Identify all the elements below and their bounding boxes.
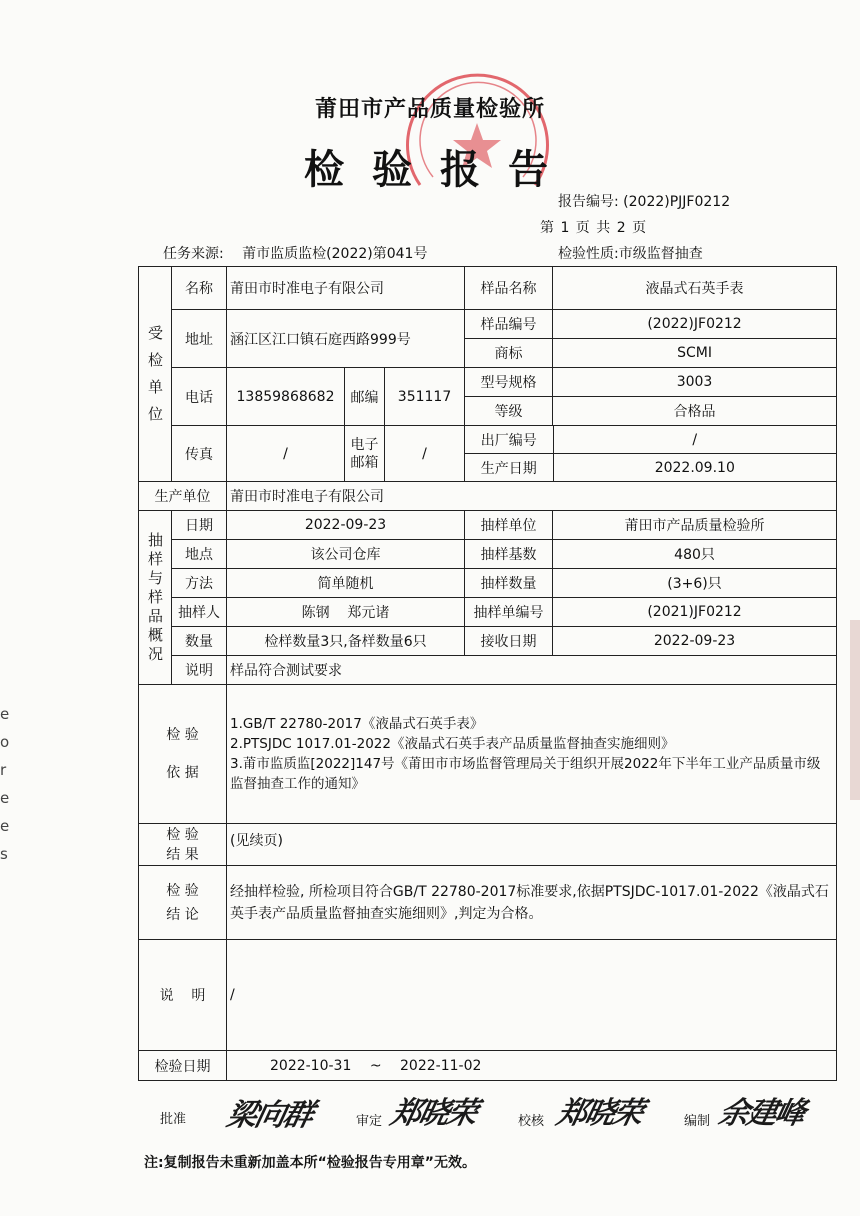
right-edge-stamp-fragment bbox=[850, 620, 860, 800]
sample-no-label: 样品编号 bbox=[465, 310, 553, 339]
page-info: 第 1 页 共 2 页 bbox=[540, 220, 648, 236]
quantity: 检样数量3只,备样数量6只 bbox=[227, 627, 465, 656]
conclusion-label: 检 验 结 论 bbox=[139, 866, 227, 940]
report-number bbox=[558, 191, 730, 211]
report-table bbox=[138, 266, 837, 1081]
task-source-value: 莆市监质监检(2022)第041号 bbox=[242, 246, 428, 262]
review-signature: 郑晓荣 bbox=[387, 1096, 479, 1131]
remarks-label: 说 明 bbox=[139, 940, 227, 1051]
sampling-remark-label: 说明 bbox=[172, 656, 227, 685]
inspection-date-label: 检验日期 bbox=[139, 1051, 227, 1081]
factory-no-label: 出厂编号 bbox=[465, 426, 553, 454]
phone: 13859868682 bbox=[227, 368, 345, 426]
sampling-unit-label: 抽样单位 bbox=[465, 511, 553, 540]
basis-item: 3.莆市监质监[2022]147号《莆田市市场监督管理局关于组织开展2022年下半年工业产品质量市级监督抽查工作的通知》 bbox=[230, 756, 821, 792]
results-value: (见续页) bbox=[227, 824, 837, 866]
task-source bbox=[163, 243, 427, 263]
sampling-unit: 莆田市产品质量检验所 bbox=[553, 511, 837, 540]
check-label: 校核 bbox=[518, 1114, 545, 1129]
grade-label: 等级 bbox=[465, 397, 553, 426]
review-label: 审定 bbox=[356, 1114, 383, 1129]
client-address: 涵江区江口镇石庭西路999号 bbox=[227, 310, 465, 368]
sampling-place: 该公司仓库 bbox=[227, 540, 465, 569]
sample-name: 液晶式石英手表 bbox=[553, 267, 837, 310]
report-number-label: 报告编号: bbox=[558, 194, 619, 210]
sampler: 陈钢 郑元诸 bbox=[227, 598, 465, 627]
compile-signature: 余建峰 bbox=[715, 1096, 807, 1131]
inspection-date-sep: ~ bbox=[369, 1057, 382, 1074]
brand-label: 商标 bbox=[465, 339, 553, 368]
sampling-base-label: 抽样基数 bbox=[465, 540, 553, 569]
results-label: 检 验 结 果 bbox=[139, 824, 227, 866]
inspection-date-start: 2022-10-31 bbox=[270, 1057, 352, 1074]
producer: 莆田市时准电子有限公司 bbox=[227, 482, 837, 511]
left-edge-artifact: e o r e e s bbox=[0, 705, 10, 863]
approve-label: 批准 bbox=[160, 1112, 187, 1127]
org-name: 莆田市产品质量检验所 bbox=[314, 97, 545, 122]
report-number-value: (2022)PJJF0212 bbox=[623, 194, 731, 210]
sampling-form-no-label: 抽样单编号 bbox=[465, 598, 553, 627]
received: 2022-09-23 bbox=[553, 627, 837, 656]
sampler-label: 抽样人 bbox=[172, 598, 227, 627]
factory-prod-cell bbox=[465, 426, 837, 482]
basis-item: 2.PTSJDC 1017.01-2022《液晶式石英手表产品质量监督抽查实施细则》 bbox=[230, 736, 675, 752]
basis-item: 1.GB/T 22780-2017《液晶式石英手表》 bbox=[230, 716, 484, 732]
approve-signature: 梁向群 bbox=[223, 1098, 315, 1133]
basis-label: 检 验 依 据 bbox=[139, 685, 227, 824]
sampling-remark: 样品符合测试要求 bbox=[227, 656, 837, 685]
fax: / bbox=[227, 426, 345, 482]
client-name: 莆田市时准电子有限公司 bbox=[227, 267, 465, 310]
footer-note: 注:复制报告未重新加盖本所“检验报告专用章”无效。 bbox=[144, 1155, 476, 1171]
sampling-method-label: 方法 bbox=[172, 569, 227, 598]
sampling-date: 2022-09-23 bbox=[227, 511, 465, 540]
grade: 合格品 bbox=[553, 397, 837, 426]
report-title: 检验报告 bbox=[304, 147, 576, 193]
client-section-label: 受检单位 bbox=[139, 267, 172, 482]
sampling-form-no: (2021)JF0212 bbox=[553, 598, 837, 627]
fax-label: 传真 bbox=[172, 426, 227, 482]
inspection-date-end: 2022-11-02 bbox=[400, 1057, 482, 1074]
inspection-type-value: 市级监督抽查 bbox=[618, 246, 703, 262]
sampling-date-label: 日期 bbox=[172, 511, 227, 540]
remarks-value: / bbox=[227, 940, 837, 1051]
brand: SCMI bbox=[553, 339, 837, 368]
email: / bbox=[385, 426, 465, 482]
sampling-method: 简单随机 bbox=[227, 569, 465, 598]
compile-label: 编制 bbox=[684, 1114, 711, 1129]
sampling-base: 480只 bbox=[553, 540, 837, 569]
sample-name-label: 样品名称 bbox=[465, 267, 553, 310]
prod-date-label: 生产日期 bbox=[465, 454, 553, 482]
quantity-label: 数量 bbox=[172, 627, 227, 656]
received-label: 接收日期 bbox=[465, 627, 553, 656]
inspection-type-label: 检验性质: bbox=[558, 246, 619, 262]
client-address-label: 地址 bbox=[172, 310, 227, 368]
prod-date: 2022.09.10 bbox=[654, 459, 735, 476]
inspection-date bbox=[227, 1051, 837, 1081]
postcode: 351117 bbox=[385, 368, 465, 426]
sampling-count-label: 抽样数量 bbox=[465, 569, 553, 598]
sampling-count: (3+6)只 bbox=[553, 569, 837, 598]
phone-label: 电话 bbox=[172, 368, 227, 426]
model: 3003 bbox=[553, 368, 837, 397]
factory-no: / bbox=[553, 426, 836, 454]
model-label: 型号规格 bbox=[465, 368, 553, 397]
sampling-section-label: 抽样与样品概况 bbox=[139, 511, 172, 685]
postcode-label: 邮编 bbox=[345, 368, 385, 426]
sampling-place-label: 地点 bbox=[172, 540, 227, 569]
client-name-label: 名称 bbox=[172, 267, 227, 310]
check-signature: 郑晓荣 bbox=[553, 1096, 645, 1131]
sample-no: (2022)JF0212 bbox=[553, 310, 837, 339]
email-label: 电子邮箱 bbox=[345, 426, 385, 482]
basis-list bbox=[227, 685, 837, 824]
task-source-label: 任务来源: bbox=[163, 246, 224, 262]
inspection-type bbox=[558, 243, 703, 263]
producer-label: 生产单位 bbox=[139, 482, 227, 511]
conclusion-value: 经抽样检验, 所检项目符合GB/T 22780-2017标准要求,依据PTSJDC-1017.01-2022《液晶式石英手表产品质量监督抽查实施细则》,判定为合格。 bbox=[227, 866, 837, 940]
